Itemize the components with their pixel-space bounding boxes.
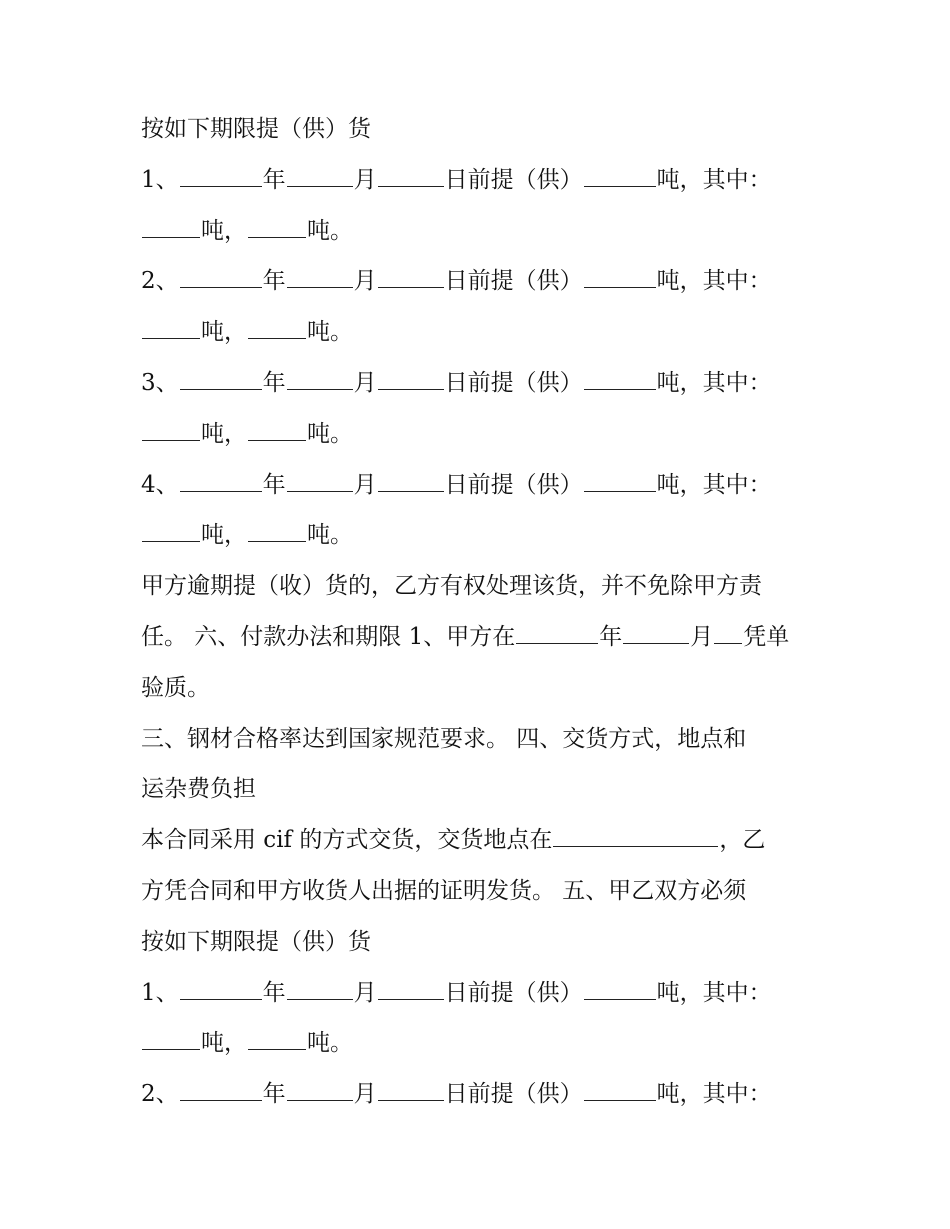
document-page [141,104,821,1120]
month-label: 月 [353,268,377,295]
tons-blank [248,217,306,238]
text-segment: 凭单 [743,623,790,650]
month-label: 月 [353,166,377,193]
year-blank [180,166,262,187]
tons-blank [584,1080,656,1101]
tons-blank [584,979,656,1000]
tons-blank [142,318,200,339]
year-label: 年 [262,979,286,1006]
year-blank [180,979,262,1000]
text-line: 运杂费负担 [141,776,256,803]
day-blank [378,267,444,288]
tons-label: 吨。 [307,319,353,346]
day-blank [378,166,444,187]
day-label: 日前提（供） [444,1081,583,1108]
tons-label: 吨， [201,522,247,549]
year-blank [180,1080,262,1101]
month-label: 月 [353,471,377,498]
text-line: 按如下期限提（供）货 [141,928,371,955]
month-blank [287,267,353,288]
month-blank [287,979,353,1000]
tons-label: 吨，其中： [656,471,772,498]
tons-label: 吨。 [307,420,353,447]
tons-label: 吨，其中： [656,268,772,295]
item-number: 2、 [141,268,179,295]
text-segment: 任。 六、付款办法和期限 1、甲方在 [141,623,516,650]
tons-label: 吨。 [307,522,353,549]
day-label: 日前提（供） [444,369,583,396]
year-blank [516,623,598,644]
tons-blank [584,267,656,288]
year-label: 年 [262,1081,286,1108]
tons-label: 吨，其中： [656,166,772,193]
delivery-item-3-detail [141,409,821,460]
text-line: 按如下期限提（供）货 [141,116,371,142]
delivery-item-1 [141,155,821,206]
tons-blank [584,471,656,492]
text-line: 三、钢材合格率达到国家规范要求。 四、交货方式，地点和 [141,725,747,752]
delivery-item-4-detail [141,510,821,561]
month-label: 月 [353,1081,377,1108]
delivery-item-2-detail [141,307,821,358]
tons-label: 吨， [201,217,247,244]
item-number: 4、 [141,471,179,498]
text-segment: 本合同采用 cif 的方式交货，交货地点在 [141,827,553,854]
tons-label: 吨，其中： [656,369,772,396]
month-label: 月 [353,979,377,1006]
year-label: 年 [599,623,623,650]
tons-blank [142,420,200,441]
month-blank [287,1080,353,1101]
tons-blank [142,217,200,238]
location-blank [553,826,718,847]
month-blank [623,623,689,644]
text-line: 验质。 [141,674,210,701]
delivery-item-1 [141,968,821,1019]
tons-blank [584,166,656,187]
month-label: 月 [690,623,714,650]
payment-terms-line [141,612,821,663]
tons-label: 吨， [201,1030,247,1057]
tons-label: 吨， [201,319,247,346]
year-blank [180,369,262,390]
tons-label: 吨，其中： [656,1081,772,1108]
day-label: 日前提（供） [444,979,583,1006]
tons-blank [248,1029,306,1050]
day-label: 日前提（供） [444,166,583,193]
tons-blank [248,318,306,339]
tons-blank [584,369,656,390]
day-blank [714,623,742,644]
tons-label: 吨， [201,420,247,447]
tons-label: 吨。 [307,1030,353,1057]
year-label: 年 [262,471,286,498]
month-label: 月 [353,369,377,396]
month-blank [287,166,353,187]
item-number: 1、 [141,166,179,193]
day-label: 日前提（供） [444,268,583,295]
delivery-item-3 [141,358,821,409]
item-number: 3、 [141,369,179,396]
delivery-item-2 [141,1069,821,1120]
tons-blank [248,420,306,441]
delivery-location-line [141,815,821,866]
tons-blank [248,521,306,542]
year-label: 年 [262,369,286,396]
delivery-item-4 [141,460,821,511]
text-line: 甲方逾期提（收）货的，乙方有权处理该货，并不免除甲方责 [141,573,762,600]
day-blank [378,979,444,1000]
tons-blank [142,1029,200,1050]
tons-label: 吨，其中： [656,979,772,1006]
day-blank [378,1080,444,1101]
delivery-item-1-detail [141,1018,821,1069]
month-blank [287,471,353,492]
text-line: 方凭合同和甲方收货人出据的证明发货。 五、甲乙双方必须 [141,877,747,904]
tons-label: 吨。 [307,217,353,244]
month-blank [287,369,353,390]
day-blank [378,471,444,492]
item-number: 1、 [141,979,179,1006]
year-blank [180,267,262,288]
day-label: 日前提（供） [444,471,583,498]
year-label: 年 [262,166,286,193]
day-blank [378,369,444,390]
delivery-item-2 [141,256,821,307]
year-label: 年 [262,268,286,295]
item-number: 2、 [141,1081,179,1108]
tons-blank [142,521,200,542]
year-blank [180,471,262,492]
text-segment: ，乙 [719,827,766,854]
delivery-item-1-detail [141,206,821,257]
